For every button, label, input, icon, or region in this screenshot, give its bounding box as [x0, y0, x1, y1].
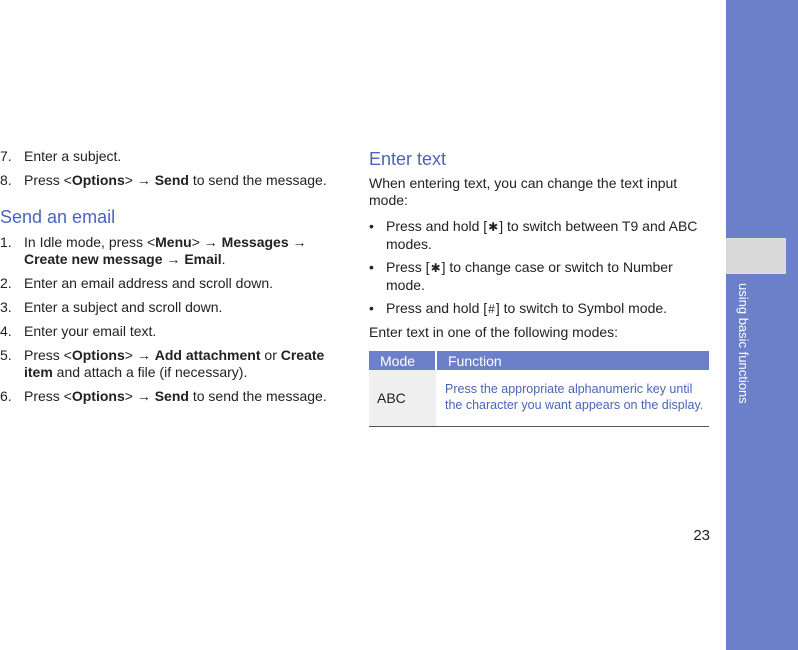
- step-text-part: > →: [124, 388, 155, 404]
- step-text: [24, 388, 327, 404]
- step-text: [24, 323, 156, 339]
- mode-cell: ABC: [369, 370, 436, 426]
- message-steps-list: [0, 148, 345, 189]
- step-text-part: Enter an email address and scroll down.: [24, 275, 274, 291]
- step-number: 2.: [0, 275, 12, 291]
- step-item: [0, 347, 345, 381]
- hash-key-icon: #: [488, 302, 495, 316]
- right-column: [369, 148, 709, 427]
- menu-term: Create item: [24, 347, 325, 380]
- step-text: [24, 148, 121, 164]
- bullet-dot: •: [369, 218, 374, 234]
- step-text-part: Enter a subject and scroll down.: [24, 299, 223, 315]
- asterisk-key-icon: ✱: [488, 220, 499, 234]
- menu-term: Options: [71, 172, 125, 188]
- table-intro: Enter text in one of the following modes:: [369, 324, 619, 340]
- step-number: 4.: [0, 323, 12, 339]
- function-cell: Press the appropriate alphanumeric key until the character you want appears on the display.: [436, 370, 709, 426]
- step-text-part: Press <: [24, 172, 72, 188]
- sidebar-section-label: using basic functions: [736, 283, 751, 404]
- step-item: [0, 299, 345, 316]
- step-text: [24, 234, 307, 267]
- step-text-part: or: [260, 347, 281, 363]
- bullet-dot: •: [369, 300, 374, 316]
- step-text-part: > →: [124, 172, 155, 188]
- left-column: [0, 148, 345, 412]
- modes-table: [369, 351, 709, 427]
- input-mode-bullets: [369, 218, 709, 318]
- bullet-dot: •: [369, 259, 374, 275]
- bullet-text: ] to change case or switch to Number mode.: [386, 259, 673, 293]
- step-number: 3.: [0, 299, 12, 315]
- step-number: 1.: [0, 234, 12, 250]
- step-number: 7.: [0, 148, 12, 164]
- menu-term: Options: [71, 347, 125, 363]
- bullet-text: Press and hold [: [386, 300, 488, 316]
- bullet-text: ] to switch to Symbol mode.: [495, 300, 668, 316]
- bullet-item: [369, 300, 709, 318]
- email-steps-list: [0, 234, 345, 405]
- menu-term: Create new message: [24, 251, 163, 267]
- bullet-text: ] to switch between T9 and ABC modes.: [386, 218, 698, 252]
- enter-text-heading: Enter text: [369, 149, 447, 169]
- step-text-part: to send the message.: [188, 388, 327, 404]
- modes-table-header: [369, 351, 709, 370]
- header-function: Function: [436, 351, 709, 370]
- menu-term: Send: [154, 172, 189, 188]
- step-text-part: and attach a file (if necessary).: [52, 364, 248, 380]
- bullet-item: [369, 218, 709, 253]
- step-text-part: > →: [191, 234, 222, 250]
- bullet-text: Press and hold [: [386, 218, 488, 234]
- step-number: 5.: [0, 347, 12, 363]
- step-text-part: In Idle mode, press <: [24, 234, 156, 250]
- step-item: [0, 323, 345, 340]
- step-text-part: Enter a subject.: [24, 148, 122, 164]
- menu-term: Send: [154, 388, 189, 404]
- step-text-part: to send the message.: [188, 172, 327, 188]
- step-item: [0, 275, 345, 292]
- sidebar-tab-marker: [726, 238, 786, 274]
- step-text-part: > →: [124, 347, 155, 363]
- menu-term: Add attachment: [154, 347, 261, 363]
- asterisk-key-icon: ✱: [430, 261, 441, 275]
- bullet-item: [369, 259, 709, 294]
- step-text: [24, 275, 273, 291]
- menu-term: Email: [184, 251, 222, 267]
- bullet-text: Press [: [386, 259, 430, 275]
- send-email-heading: Send an email: [0, 207, 116, 227]
- step-number: 8.: [0, 172, 12, 188]
- step-text-part: Press <: [24, 388, 72, 404]
- step-text-part: →: [162, 251, 185, 267]
- table-row: [369, 370, 709, 426]
- menu-term: Options: [71, 388, 125, 404]
- step-text-part: .: [221, 251, 226, 267]
- step-item: [0, 388, 345, 405]
- step-item: [0, 148, 345, 165]
- step-item: [0, 172, 345, 189]
- menu-term: Messages: [221, 234, 289, 250]
- page-number: 23: [693, 527, 710, 544]
- step-text: [24, 299, 222, 315]
- enter-text-intro: When entering text, you can change the text input mode:: [369, 175, 678, 208]
- step-text: [24, 172, 327, 188]
- step-item: [0, 234, 345, 268]
- step-text-part: →: [288, 234, 307, 250]
- step-text-part: Press <: [24, 347, 72, 363]
- header-mode: Mode: [369, 351, 436, 370]
- step-text-part: Enter your email text.: [24, 323, 157, 339]
- step-number: 6.: [0, 388, 12, 404]
- step-text: [24, 347, 324, 380]
- menu-term: Menu: [155, 234, 192, 250]
